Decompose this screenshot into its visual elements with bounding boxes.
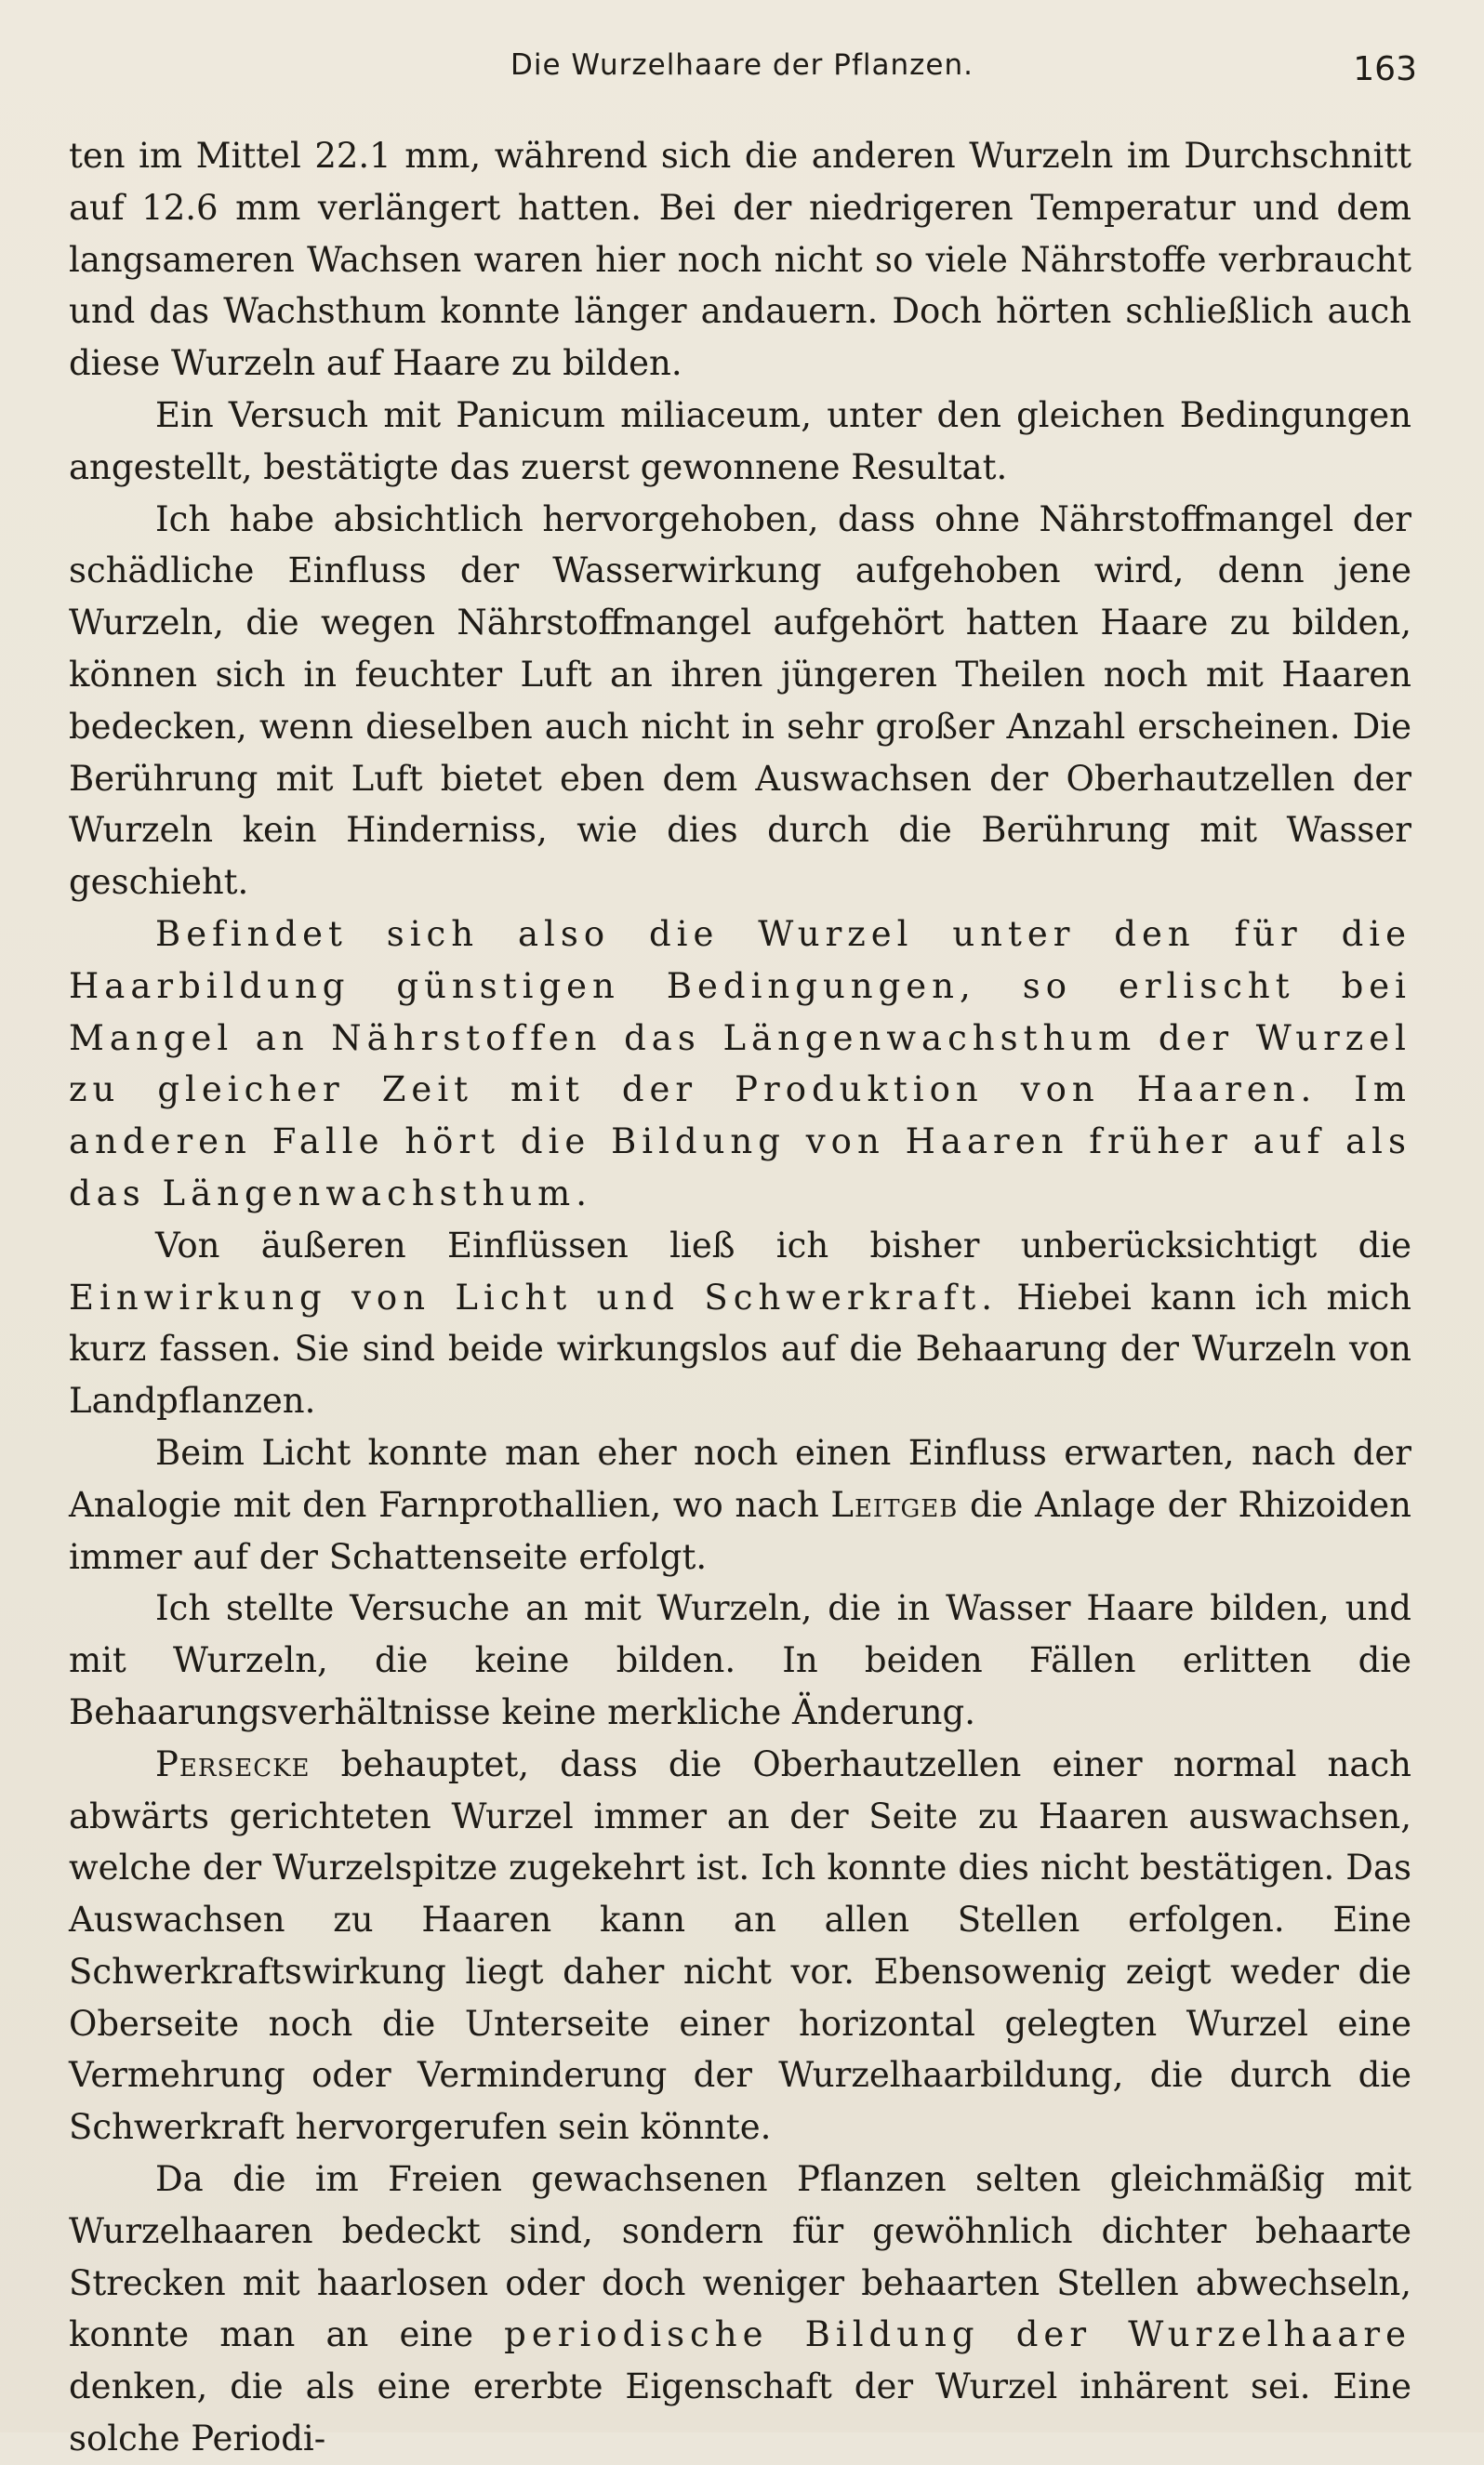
paragraph-persecke bbox=[69, 1739, 1411, 2154]
paragraph-nutrient-deficiency: Ich habe absichtlich hervorgehoben, dass ohne Nährstoffmangel der schädliche Einfluss der Wasserwirkung aufgehoben wird, denn jene Wurzeln, die wegen Nährstoffmangel aufgehört hatten Haare zu bilden, können sich in feuchter Luft an ihren jüngeren Theilen noch mit Haaren bedecken, wenn dieselben auch nicht in sehr großer Anzahl erscheinen. Die Berührung mit Luft bietet eben dem Auswachsen der Oberhautzellen der Wurzeln kein Hinderniss, wie dies durch die Berührung mit Wasser geschieht. bbox=[69, 498, 1411, 903]
body-text bbox=[69, 130, 1411, 2465]
paragraph-text: Von äußeren Einflüssen ließ ich bisher unberücksichtigt die bbox=[155, 1225, 1411, 1266]
paragraph-text: Beim Licht konnte man eher noch einen Einfluss erwarten, nach der Analogie mit den Farnprothallien, wo nach bbox=[69, 1432, 1411, 1525]
author-name-persecke: Persecke bbox=[155, 1743, 311, 1784]
paragraph-experiments: Ich stellte Versuche an mit Wurzeln, die in Wasser Haare bilden, und mit Wurzeln, die keine bilden. In beiden Fällen erlitten die Behaarungsverhältnisse keine merkliche Änderung. bbox=[69, 1588, 1411, 1732]
paragraph-spaced-conclusion: Befindet sich also die Wurzel unter den für die Haarbildung günstigen Bedingungen, so erlischt bei Mangel an Nährstoffen das Längenwachsthum der Wurzel zu gleicher Zeit mit der Produktion von Haaren. Im anderen Falle hört die Bildung von Haaren früher auf als das Längenwachsthum. bbox=[69, 913, 1411, 1213]
paragraph-panicum-experiment: Ein Versuch mit Panicum miliaceum, unter den gleichen Bedingungen angestellt, bestätigte das zuerst gewonnene Resultat. bbox=[69, 394, 1411, 487]
emphasized-phrase: periodische Bildung der Wurzelhaare bbox=[504, 2314, 1412, 2355]
paragraph-text: Da die im Freien gewachsenen Pflanzen selten gleichmäßig mit Wurzelhaaren bedeckt sind, sondern für gewöhnlich dichter behaarte Strecken mit haarlosen oder doch weniger behaarten Stellen abwechseln, konnte man an eine bbox=[69, 2159, 1411, 2355]
running-title: Die Wurzelhaare der Pflanzen. bbox=[510, 48, 974, 82]
author-name-leitgeb: Leitgeb bbox=[830, 1484, 959, 1525]
page-number: 163 bbox=[1353, 50, 1417, 88]
paragraph-continuation: ten im Mittel 22.1 mm, während sich die anderen Wurzeln im Durchschnitt auf 12.6 mm verlängert hatten. Bei der niedrigeren Temperatur und dem langsameren Wachsen waren hier noch nicht so viele Nährstoffe verbraucht und das Wachsthum konnte länger andauern. Doch hörten schließlich auch diese Wurzeln auf Haare zu bilden. bbox=[69, 136, 1411, 384]
paragraph-light-gravity bbox=[69, 1220, 1411, 1427]
paragraph-text: Hiebei kann ich mich kurz fassen. Sie sind beide wirkungslos auf die Behaarung der Wurzeln von Landpflanzen. bbox=[69, 1277, 1412, 1422]
paragraph-periodic-formation bbox=[69, 2154, 1411, 2465]
emphasized-phrase: Einwirkung von Licht und Schwerkraft. bbox=[69, 1277, 999, 1318]
paragraph-text: behauptet, dass die Oberhautzellen einer normal nach abwärts gerichteten Wurzel immer an der Seite zu Haaren auswachsen, welche der Wurzelspitze zugekehrt ist. Ich konnte dies nicht bestätigen. Das Auswachsen zu Haaren kann an allen Stellen erfolgen. Eine Schwerkraftswirkung liegt daher nicht vor. Ebensowenig zeigt weder die Oberseite noch die Unterseite einer horizontal gelegten Wurzel eine Vermehrung oder Verminderung der Wurzelhaarbildung, die durch die Schwerkraft hervorgerufen sein könnte. bbox=[69, 1743, 1411, 2148]
paragraph-light-analogy bbox=[69, 1427, 1411, 1583]
paragraph-text: die Anlage der Rhizoiden immer auf der Schattenseite erfolgt. bbox=[69, 1484, 1411, 1577]
running-head bbox=[0, 45, 1484, 91]
paragraph-text: denken, die als eine ererbte Eigenschaft der Wurzel inhärent sei. Eine solche Periodi- bbox=[69, 2366, 1411, 2459]
